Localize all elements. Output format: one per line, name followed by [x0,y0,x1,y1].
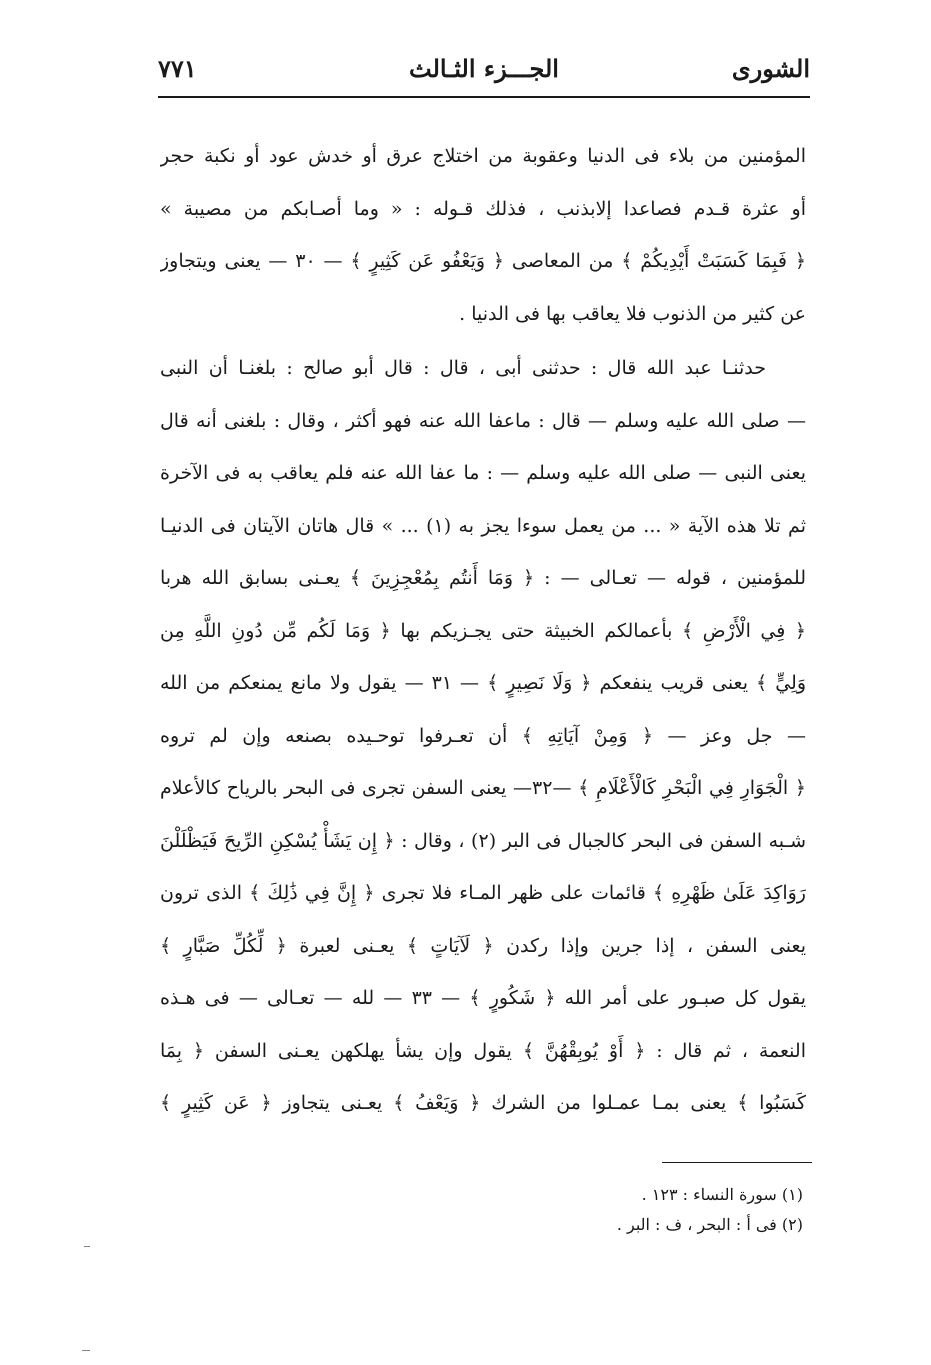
text-line: وَلِيٍّ ﴾ يعنى قريب ينفعكم ﴿ وَلَا نَصِيرٍ ﴾ — ٣١ — يقول ولا مانع يمنعكم من الله [160,672,806,694]
text-line: يعنى النبى — صلى الله عليه وسلم — : ما عفا الله عنه فلم يعاقب به فى الآخرة [160,462,806,484]
text-line: حدثنـا عبد الله قال : حدثنى أبى ، قال : قال أبو صالح : بلغنـا أن النبى [160,357,766,379]
text-line: ﴿ فَبِمَا كَسَبَتْ أَيْدِيكُمْ ﴾ من المعاصى ﴿ وَيَعْفُو عَن كَثِيرٍ ﴾ — ٣٠ — يعنى ويتجاوز [160,250,806,272]
running-head [158,54,810,94]
paragraph-1 [160,130,806,340]
text-line: — صلى الله عليه وسلم — قال : ماعفا الله عنه فهو أكثر ، وقال : بلغنى أنه قال [160,409,806,432]
text-line: يقول كل صبـور على أمر الله ﴿ شَكُورٍ ﴾ — ٣٣ — لله — تعـالى — فى هـذه [160,987,806,1009]
paragraph-2 [160,342,806,1130]
text-line: رَوَاكِدَ عَلَىٰ ظَهْرِهِ ﴾ قائمات على ظهر المـاء فلا تجرى ﴿ إِنَّ فِي ذَٰلِكَ ﴾ الذى ترون [160,882,806,904]
text-line: ﴿ فِي الْأَرْضِ ﴾ بأعمالكم الخبيثة حتى يجـزيكم بها ﴿ وَمَا لَكُم مِّن دُونِ اللَّهِ مِن [160,619,806,642]
text-line: المؤمنين من بلاء فى الدنيا وعقوبة من اختلاج عرق أو خدش عود أو نكبة حجر [160,145,806,167]
text-line: أو عثرة قـدم فصاعدا إلابذنب ، فذلك قـوله : « وما أصـابكم من مصيبة » [160,197,806,220]
text-line: — جل وعز — ﴿ وَمِنْ آيَاتِهِ ﴾ أن تعـرفوا توحـيده بصنعه وإن لم تروه [160,724,806,747]
text-line: يعنى السفن ، إذا جرين وإذا ركدن ﴿ لَآيَاتٍ ﴾ يعـنى لعبرة ﴿ لِّكُلِّ صَبَّارٍ ﴾ [160,934,806,957]
text-line: النعمة ، ثم قال : ﴿ أَوْ يُوبِقْهُنَّ ﴾ يقول وإن يشأ يهلكهن يعـنى السفن ﴿ بِمَا [160,1039,806,1062]
page-number: ٧٧١ [158,54,197,83]
margin-speck [82,1350,90,1351]
surah-title: الشورى [731,54,810,83]
text-line: كَسَبُوا ﴾ يعنى بمـا عمـلوا من الشرك ﴿ وَيَعْفُ ﴾ يعـنى يتجاوز ﴿ عَن كَثِيرٍ ﴾ [160,1092,806,1114]
header-rule [158,96,810,98]
text-line: ﴿ الْجَوَارِ فِي الْبَحْرِ كَالْأَعْلَامِ ﴾ —٣٢— يعنى السفن تجرى فى البحر بالرياح كالأعلام [160,777,806,799]
footnotes [403,1180,803,1240]
text-line: ثم تلا هذه الآية « ... من يعمل سوءا يجز به (١) ... » قال هاتان الآيتان فى الدنيـا [160,514,806,537]
footnote-1: (١) سورة النساء : ١٢٣ . [641,1185,803,1204]
margin-speck [84,1246,90,1247]
footnote-rule [662,1162,812,1163]
part-title: الجـــزء الثـالث [409,54,559,83]
text-line: للمؤمنين ، قوله — تعـالى — : ﴿ وَمَا أَنتُم بِمُعْجِزِينَ ﴾ يعـنى بسابق الله هربا [160,567,806,589]
text-line: شـبه السفن فى البحر كالجبال فى البر (٢) ، وقال : ﴿ إِن يَشَأْ يُسْكِنِ الرِّيحَ فَيَظْلَلْنَ [160,829,806,852]
text-line: عن كثير من الذنوب فلا يعاقب بها فى الدنيا . [459,302,806,325]
footnote-2: (٢) فى أ : البحر ، ف : البر . [616,1215,803,1234]
